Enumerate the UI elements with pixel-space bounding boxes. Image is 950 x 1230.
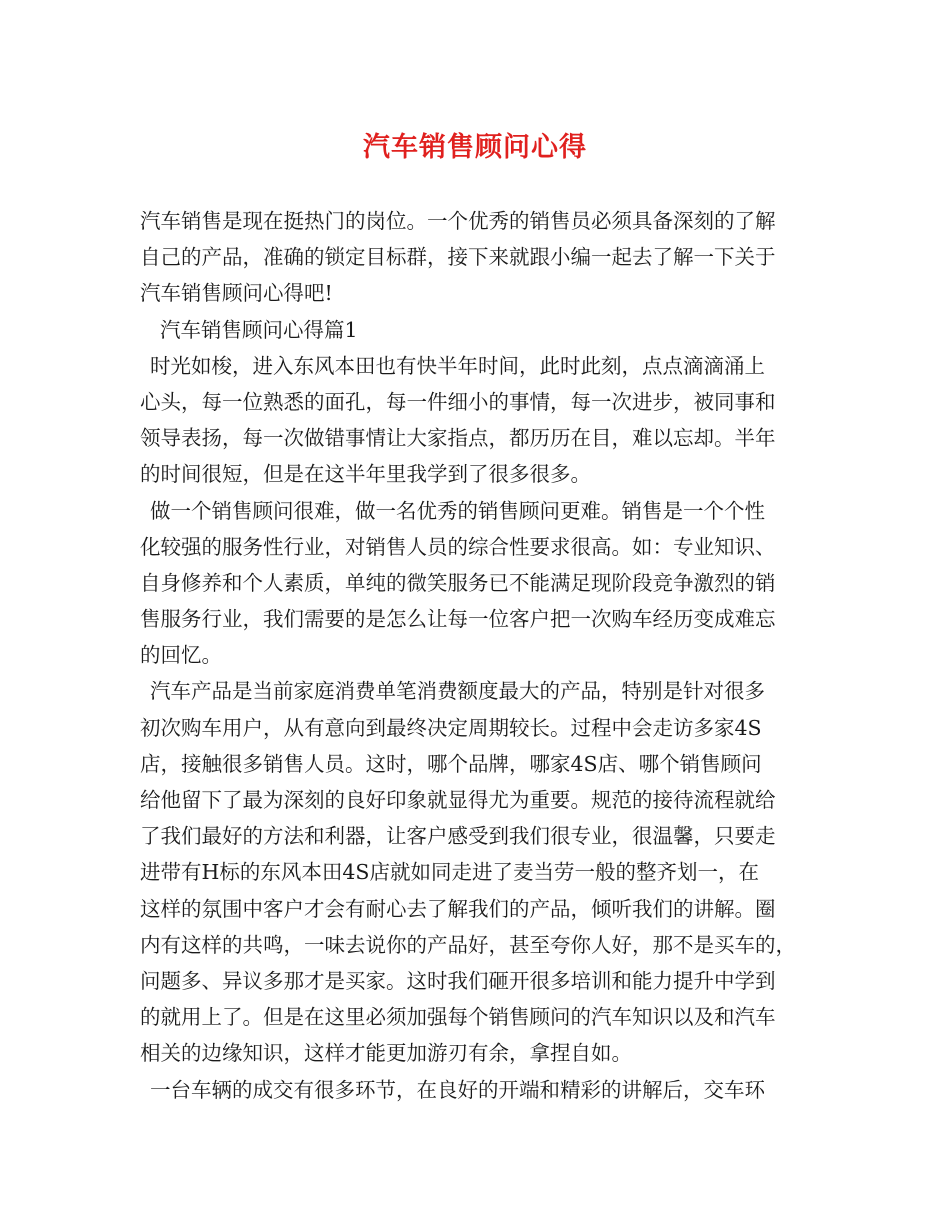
text-line: 初次购车用户，从有意向到最终决定周期较长。过程中会走访多家4S [140,715,762,740]
text-line: 自己的产品，准确的锁定目标群，接下来就跟小编一起去了解一下关于 [140,245,776,270]
text-line: 问题多、异议多那才是买家。这时我们砸开很多培训和能力提升中学到 [140,968,776,993]
text-line: 汽车销售顾问心得吧! [140,281,333,306]
text-line: 做一个销售顾问很难，做一名优秀的销售顾问更难。销售是一个个性 [150,498,765,523]
section-heading: 汽车销售顾问心得篇1 [160,317,358,342]
text-line: 了我们最好的方法和利器，让客户感受到我们很专业，很温馨，只要走 [140,824,776,849]
text-line: 相关的边缘知识，这样才能更加游刃有余，拿捏自如。 [140,1041,632,1066]
text-line: 心头，每一位熟悉的面孔，每一件细小的事情，每一次进步，被同事和 [140,389,776,414]
document-title: 汽车销售顾问心得 [363,132,587,163]
text-line: 进带有H标的东风本田4S店就如同走进了麦当劳一般的整齐划一，在 [140,860,759,885]
text-line: 汽车产品是当前家庭消费单笔消费额度最大的产品，特别是针对很多 [150,679,765,704]
document-body [140,203,812,1108]
text-line: 的时间很短，但是在这半年里我学到了很多很多。 [140,462,591,487]
text-line: 自身修养和个人素质，单纯的微笑服务已不能满足现阶段竞争激烈的销 [140,570,776,595]
text-line: 给他留下了最为深刻的良好印象就显得尤为重要。规范的接待流程就给 [140,788,776,812]
text-line: 化较强的服务性行业，对销售人员的综合性要求很高。如：专业知识、 [140,534,776,559]
text-line: 店，接触很多销售人员。这时，哪个品牌，哪家4S店、哪个销售顾问 [140,751,762,776]
text-line: 领导表扬，每一次做错事情让大家指点，都历历在目，难以忘却。半年 [140,426,776,451]
text-line: 的回忆。 [140,643,222,668]
text-line: 内有这样的共鸣，一味去说你的产品好，甚至夸你人好，那不是买车的， [140,932,796,957]
text-line: 时光如梭，进入东风本田也有快半年时间，此时此刻，点点滴滴涌上 [150,353,765,378]
text-line: 一台车辆的成交有很多环节，在良好的开端和精彩的讲解后，交车环 [150,1077,765,1102]
text-line: 汽车销售是现在挺热门的岗位。一个优秀的销售员必须具备深刻的了解 [140,209,776,233]
text-line: 售服务行业，我们需要的是怎么让每一位客户把一次购车经历变成难忘 [140,607,776,632]
text-line: 的就用上了。但是在这里必须加强每个销售顾问的汽车知识以及和汽车 [140,1005,776,1030]
text-line: 这样的氛围中客户才会有耐心去了解我们的产品，倾听我们的讲解。圈 [140,896,776,921]
